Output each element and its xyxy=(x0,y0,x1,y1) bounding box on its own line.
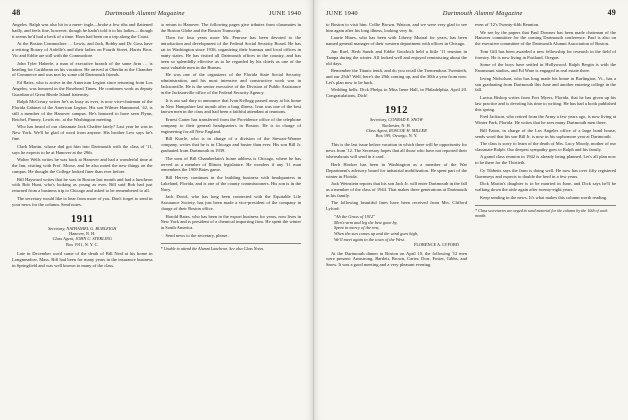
class-secretary: Secretary, NATHANIEL G. BURLEIGH xyxy=(48,225,117,231)
paragraph: He was one of the organizers of the Florida State Social Security administration, and his most intensive and constructive work was in Jacksonville. He is the senior executive of the Division of Public Assistance in the Jacksonville office of the Federal Security Agency. xyxy=(160,72,301,96)
footnote: * Class secretaries are urged to send material for the column by the 10th of each month. xyxy=(475,205,616,218)
paragraph: Cy Tibbetts says the farm is doing well. He now has over fifty registered Guernseys and expects to double the herd in a few years. xyxy=(475,167,616,179)
paragraph: Jack Dowd, who has long been connected with the Equitable Life Assurance Society, has just been made a vice-president of the company in charge of their Boston office. xyxy=(160,194,301,212)
paragraph: Who has heard of our classmate Jack Chaffee lately? Last year he was in New York. We'll be glad of word from anyone. His brother Lew says he's fine. xyxy=(12,124,153,142)
paragraph: Late in December word came of the death of Bill Neal at his home in Longmeadow, Mass. Bill had been for many years in the insurance business in Springfield and was well known to many of the class. xyxy=(12,250,153,268)
paragraph: This is the last issue before vacation in which there will be opportunity for news from '12. The Secretary hopes that all those who have not reported their whereabouts will send in a card. xyxy=(326,142,467,160)
class-secretary-city: Hanover, N. H. xyxy=(69,230,96,236)
right-columns xyxy=(326,22,616,418)
paragraph: Herb Hooker has been in Washington as a member of the War Department's advisory board for industrial mobilization. He spent part of the winter in Florida. xyxy=(326,161,467,179)
paragraph: Keep sending in the news. It's what makes this column worth reading. xyxy=(480,194,608,200)
paragraph: Harold Bates, who has been in the export business for years, now lives in New York and is president of a chemical importing firm. He spent the winter in South America. xyxy=(160,213,301,231)
poem-attribution: FLORENCE A. LYFORD xyxy=(413,242,459,248)
footnote: * Unable to attend the Alumni Luncheon. See also Class Notes. xyxy=(161,243,302,251)
running-head-left xyxy=(12,8,301,17)
paragraph: Jim Ruel, Herb Sands and Eddie Goodrich held a little '11 reunion in Tampa during the winter. All looked well and enjoyed reminiscing about the old days. xyxy=(326,48,467,66)
paragraph: At the Boston Commodore … Lewis, and Jack, Bobby and Dr. Goss have a retiring Rotary of Ardelle's and their ladies on Fourth Street, Harris Bros. Vic and Eddie are still with the Commodore. xyxy=(12,41,153,59)
paragraph: The sons of Bill Chamberlain's home address is Chicago, where he has served as a member of Illinois legislature. He wonders if any '11 man remembers the 1909 Bates game. xyxy=(160,155,301,173)
paragraph: Irving Nicholson, who has long made his home in Burlington, Vt., has a son graduating from Dartmouth this June and another entering college in the fall. xyxy=(475,75,616,93)
class-heading-1912 xyxy=(326,105,467,138)
poem-line: Men's-arm and leg the best gone by, xyxy=(334,219,398,225)
magazine-title: Dartmouth Alumni Magazine xyxy=(104,10,185,17)
paragraph: Bill Hayward writes that he was in Boston last month and had a luncheon with Bob Hunt, who's looking as young as ever. Bill said Bob had just returned from a business trip to Chicago and asked to be remembered to all. xyxy=(12,176,153,194)
paragraph: Remember the Titanic tenth, and do you recall the Tremendous Twentieth, and our 25th? Well, here's the 29th coming up, and the 30th a year from now. Let's plan now to be back. xyxy=(326,68,467,85)
paragraph: It is our sad duty to announce that Ivan Kellogg passed away at his home in New Hampshire last month after a long illness. Ivan was one of the best known men in the class and had been a faithful attendant at reunions. xyxy=(160,97,301,115)
left-col-1 xyxy=(12,22,153,418)
poem xyxy=(334,214,467,247)
left-columns xyxy=(12,22,301,418)
paragraph: Tom Gill has been awarded a new fellowship for research in the field of forestry. He is now living in Portland, Oregon. xyxy=(475,48,616,60)
class-heading-1911 xyxy=(12,214,153,247)
class-agent: Class Agent, JOHN C. STERLING xyxy=(52,236,112,242)
left-col-2 xyxy=(161,22,302,418)
paragraph: Fred Jackson, who retired from the Army a few years ago, is now living at Winter Park, Florida. He writes that he sees many Dartmouth men there. xyxy=(475,114,616,126)
class-agent-address: Box 199, Oswego, N. Y. xyxy=(375,133,418,139)
paragraph: Wedding bells: Dick Phelps to Miss Irene Hall, in Philadelphia, April 20. Congratulations, Dick! xyxy=(326,87,467,99)
class-secretary: Secretary, CONRAD E. SNOW xyxy=(370,117,423,123)
right-page xyxy=(314,0,628,420)
right-col-2 xyxy=(475,22,616,418)
paragraph: Lucius Bishop writes from Fort Myers, Florida, that he has given up his law practice and is devoting his time to writing. He has had a book published this spring. xyxy=(475,94,616,112)
right-col-1 xyxy=(326,22,467,418)
poem-line: When the sun comes up and the wind goes high, xyxy=(334,230,419,236)
page-number: 48 xyxy=(12,8,21,17)
paragraph: Ernest Carter has transferred from the Providence office of the telephone company to their general headquarters in Boston. He is in charge of engineering for all New England. xyxy=(160,116,301,134)
issue-date: JUNE 1940 xyxy=(269,10,301,17)
paragraph: Then for four years more Mr. Penrose has been devoted to the introduction and development of the Federal Social Security Board. He has sat in Washington since 1936, organizing their bureaus and local offices in many states. He has visited all Dartmouth offices in the country, and has been so splendidly effective as to be regarded by his chiefs as one of the most valuable men in the Bureau. xyxy=(160,35,301,70)
paragraph: Bill Eaton, in charge of the Los Angeles office of a large bond house, sends word that his son Bill Jr. is now in his sophomore year at Dartmouth. xyxy=(475,127,616,139)
paragraph: Bill Hervey continues in the building business with headquarters in Lakeland, Florida, and is one of the county commissioners. His son is in the Navy. xyxy=(160,174,301,192)
paragraph: to Boston to visit him. Collie Brown, Watson, and we were very glad to see him again after his long illness, looking very fit. xyxy=(326,22,467,33)
paragraph: Send news to the secretary, please. xyxy=(165,232,229,238)
paragraph: A grand class reunion in 1942 is already being planned. Let's all plan now to be there for the Thirtieth. xyxy=(475,154,616,166)
class-secretary-city: Rochester, N. H. xyxy=(382,122,411,128)
poem-line: We'll meet again in the town of the West. xyxy=(334,236,405,242)
paragraph: Angeles. Ralph was also hit in a mere- ingle—broke a few ribs and flattened badly, and feels fine, however, though he hadn't told it to his ladies— though it seems he'd had a heck of a time. Horn had been on a trip along the Coast. xyxy=(12,22,153,39)
paragraph: The secretary would like to hear from more of you. Don't forget to send in your news for the column. Send notes. xyxy=(12,195,153,207)
poem-line: "Ah the Grass of 1912" xyxy=(334,214,376,220)
class-agent-address: Box 1911, N. Y. C. xyxy=(65,241,99,247)
paragraph: We see by the papers that Paul Downes has been made chairman of the Hanover committee for the coming Dartmouth conference. Paul is also on the executive committee of the Dartmouth Alumni Association of Boston. xyxy=(475,29,616,47)
paragraph: Laurie Hines, who has been with Liberty Mutual for years, has been named general manager of their western department with offices in Chicago. xyxy=(326,35,467,47)
paragraph: Ed Bates, who is active in the American Legion since returning from Los Angeles, was honored in the Rosehead Times. He continues work as deputy Guardian of Great Rhode Island fraternity. xyxy=(12,79,153,97)
issue-date: JUNE 1940 xyxy=(326,10,358,17)
class-year: 1912 xyxy=(385,105,408,117)
paragraph: Some of the boys have settled in Hollywood. Ralph Bergin is with the Paramount studios, and Ed Ware is engaged in real estate there. xyxy=(475,62,616,74)
paragraph: John Tyler Haberle, a man of executive branch of the same firm … is heading for Caribbean on his vacation. He arrived at Oberlin at the Chamber of Commerce and was met by some old Dartmouth friends. xyxy=(12,60,153,78)
paragraph: At the Dartmouth dinner in Boston on April 10, the following '12 men were present: Armstrong, Bartlett, Brown, Carter, Dorr, Foster, Gibbs, and Snow. It was a good meeting and a very pleasant evening. xyxy=(326,250,467,268)
class-agent: Class Agent, ROSCOE H. MILLER xyxy=(366,127,427,133)
paragraph: to return to Hanover. The following pages give tributes from classmates in the Boston Globe and the Boston Transcript. xyxy=(160,22,301,33)
paragraph: Bill Kurrle, who is in charge of a division of the Stewart-Warner company, writes that he is in Chicago and busier than ever. His son Bill Jr. graduated from Dartmouth in 1939. xyxy=(160,136,301,154)
paragraph: The class is sorry to learn of the death of Mrs. Lucy Moody, mother of our classmate Ralph. Our deepest sympathy goes to Ralph and his family. xyxy=(475,141,616,152)
magazine-title: Dartmouth Alumni Magazine xyxy=(442,10,523,17)
paragraph: Clark Martin, whose dad got him into Dartmouth with the class of '11, says he expects to be at Hanover at the 29th. xyxy=(12,143,153,155)
paragraph: Ralph McCreary writes he's as busy as ever, is now vice-chairman of the Florida Cabinet of the American Legion. His son Wilmer Hammond, '42, is still a member of the Hanover campus. He's honored to have seen Flynn, Reichel, Pinney, Lewis etc. at the Washington meeting. xyxy=(12,99,153,122)
class-year: 1911 xyxy=(71,213,94,225)
running-head-right xyxy=(326,8,616,17)
paragraph: The following beautiful lines have been received from Mrs. Clifford Lyford: xyxy=(326,200,467,212)
poem-line: Spent in mercy of the rest, xyxy=(334,225,380,231)
paragraph: Jack Weinstein reports that his son Jack Jr. will enter Dartmouth in the fall as a member of the class of 1944. That makes three generations at Dartmouth in his family. xyxy=(326,181,467,198)
page-number: 49 xyxy=(607,8,616,17)
paragraph: Dick Martin's daughter is to be married in June, and Dick says he'll be walking down the aisle again after twenty-eight years. xyxy=(475,181,616,193)
paragraph: even of '12's Twenty-fifth Reunion. xyxy=(475,22,540,27)
paragraph: Walter Wells writes he was back at Hanover and had a wonderful time at the Inn, visiting with Prof. Morse, and he also noted the new things on the campus. He thought the College looked finer than ever before. xyxy=(12,157,153,174)
